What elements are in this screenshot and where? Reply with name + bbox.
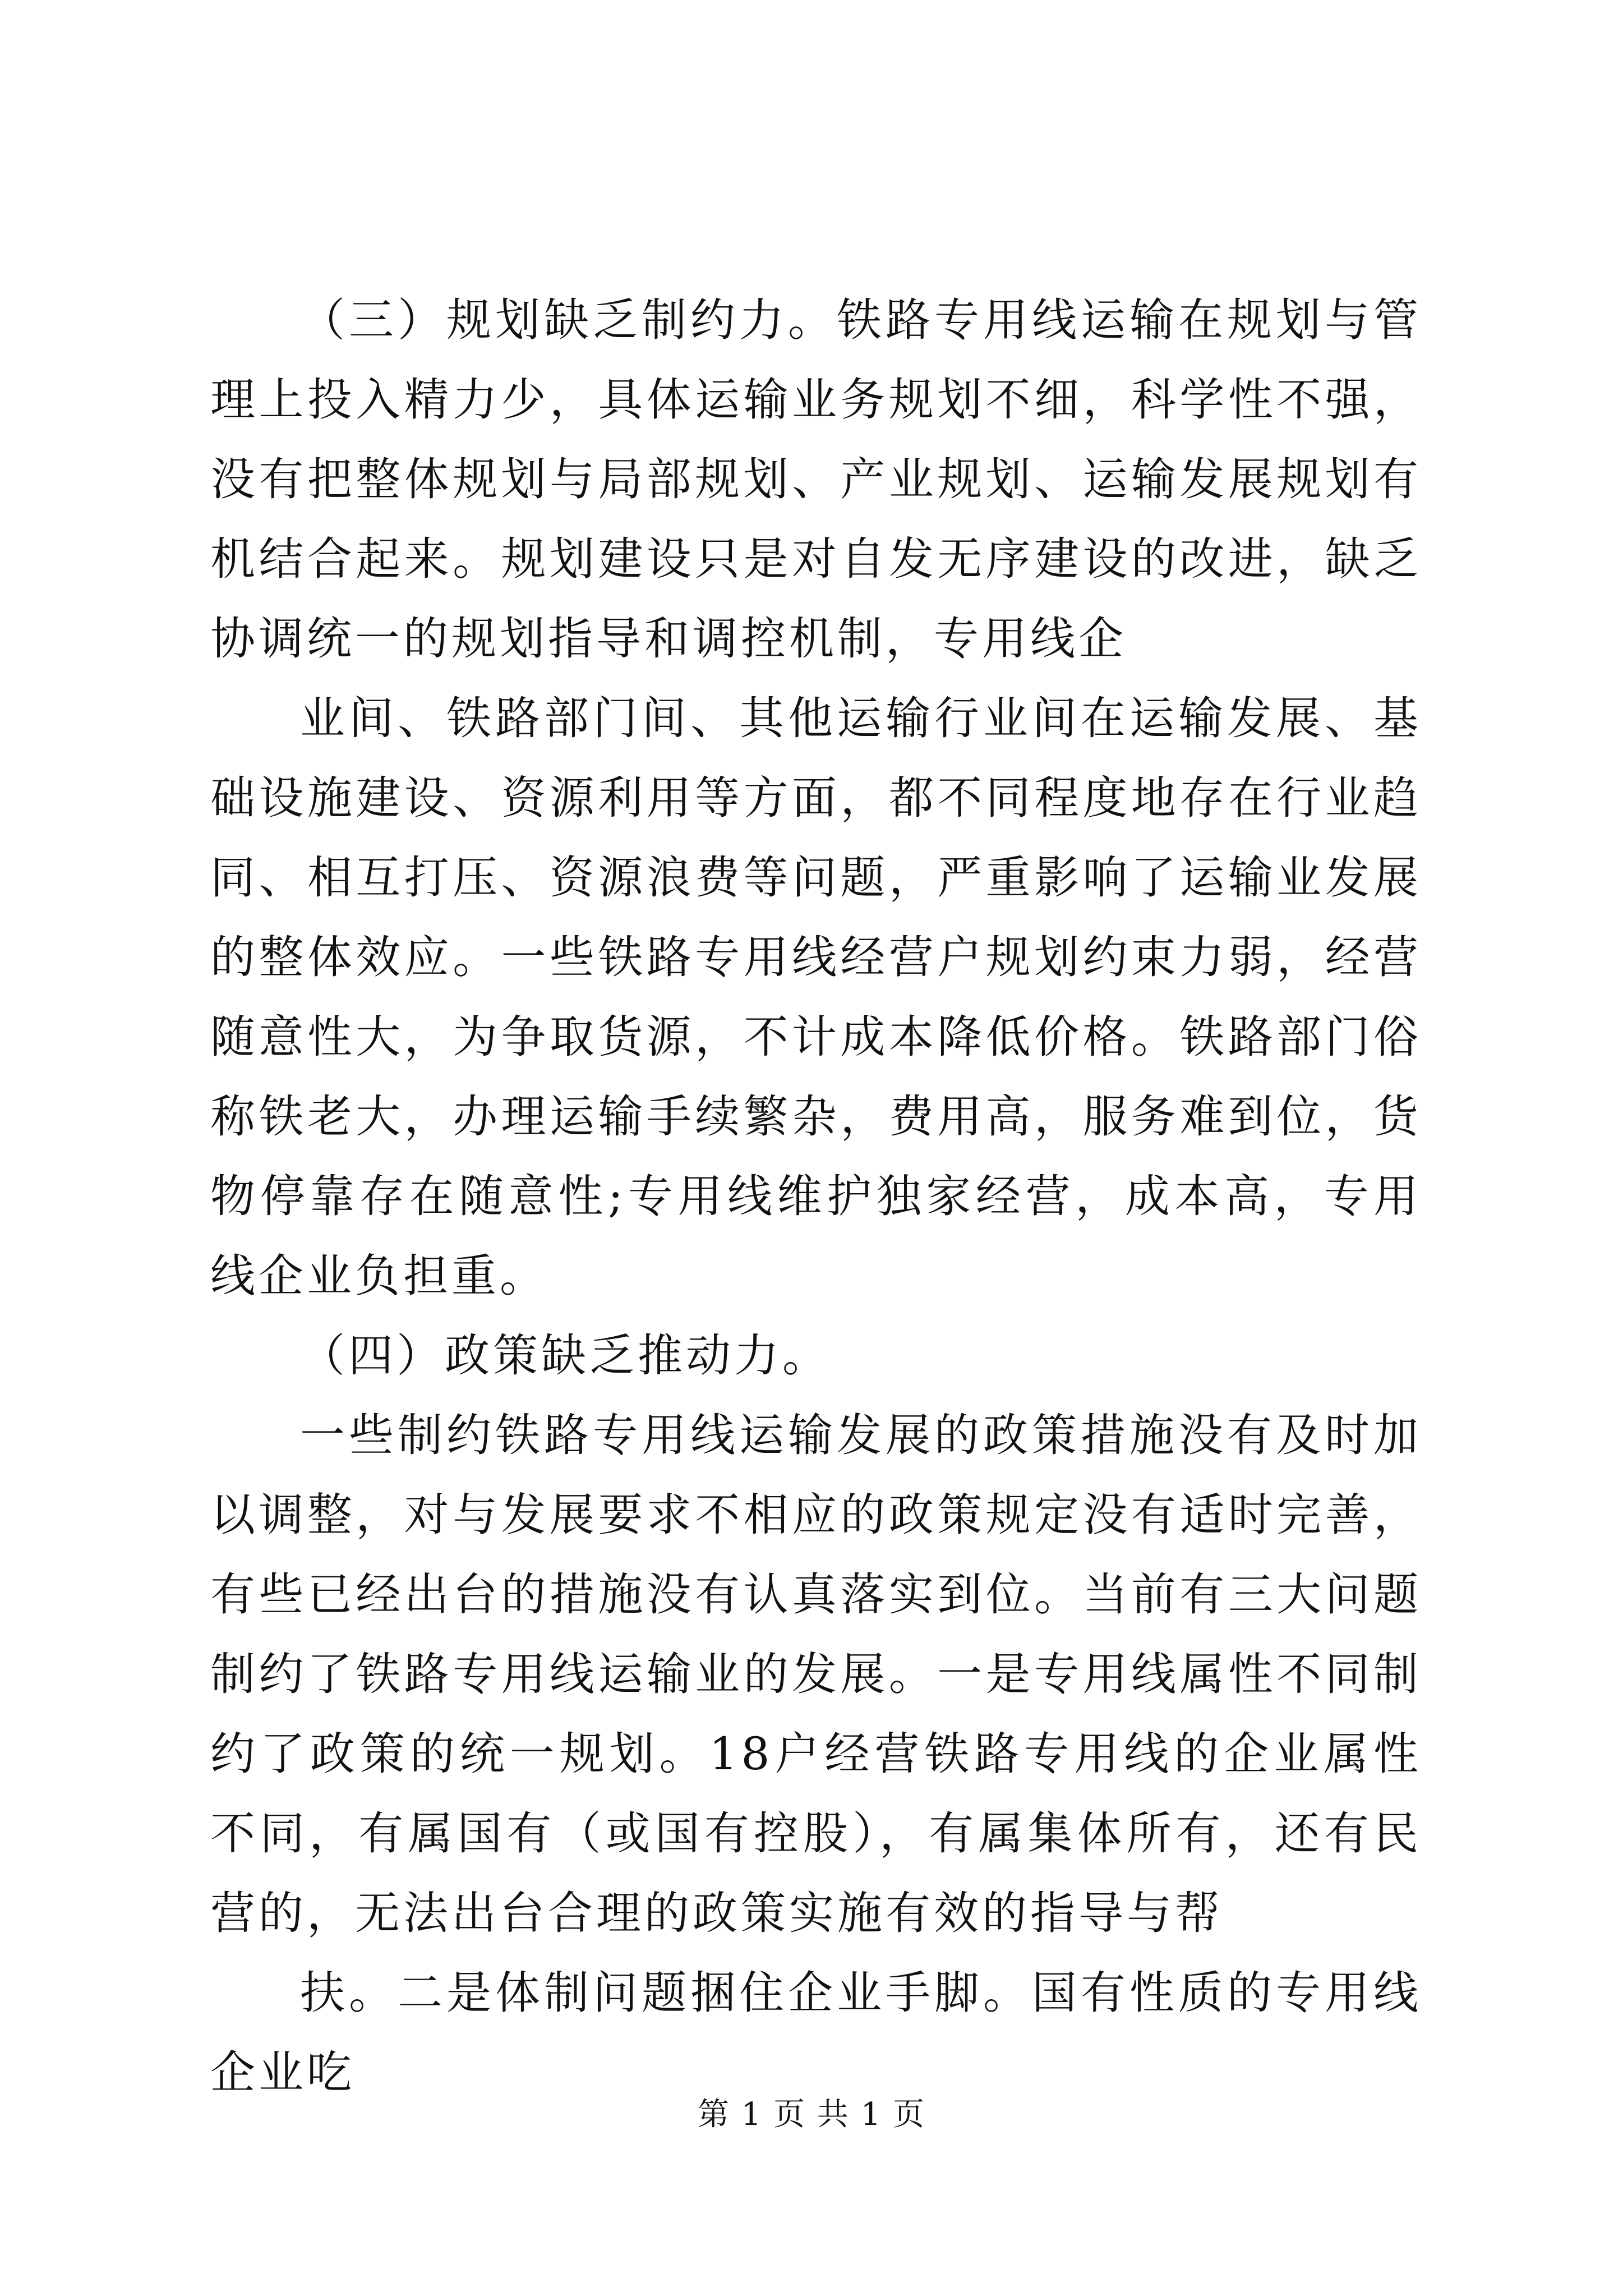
paragraph-policy-constraints: 一些制约铁路专用线运输发展的政策措施没有及时加以调整，对与发展要求不相应的政策规定没有适时完善，有些已经出台的措施没有认真落实到位。当前有三大问题制约了铁路专用线运输业的发展。一是专用线属性不同制约了政策的统一规划。18户经营铁路专用线的企业属性不同，有属国有（或国有控股），有属集体所有，还有民营的，无法出台合理的政策实施有效的指导与帮 bbox=[210, 1409, 1422, 1939]
paragraph-system-issues: 扶。二是体制问题捆住企业手脚。国有性质的专用线企业吃 bbox=[210, 1967, 1422, 2099]
paragraph-section-three: （三）规划缺乏制约力。铁路专用线运输在规划与管理上投入精力少，具体运输业务规划不细，科学性不强，没有把整体规划与局部规划、产业规划、运输发展规划有机结合起来。规划建设只是对自发无序建设的改进，缺乏协调统一的规划指导和调控机制，专用线企 bbox=[210, 294, 1422, 665]
paragraph-continuation: 业间、铁路部门间、其他运输行业间在运输发展、基础设施建设、资源利用等方面，都不同程度地存在行业趋同、相互打压、资源浪费等问题，严重影响了运输业发展的整体效应。一些铁路专用线经营户规划约束力弱，经营随意性大，为争取货源，不计成本降低价格。铁路部门俗称铁老大，办理运输手续繁杂，费用高，服务难到位，货物停靠存在随意性;专用线维护独家经营，成本高，专用线企业负担重。 bbox=[210, 692, 1422, 1302]
page-footer: 第 1 页 共 1 页 bbox=[697, 2096, 926, 2133]
paragraph-section-four-heading: （四）政策缺乏推动力。 bbox=[300, 1329, 831, 1382]
document-body bbox=[210, 280, 1422, 2113]
